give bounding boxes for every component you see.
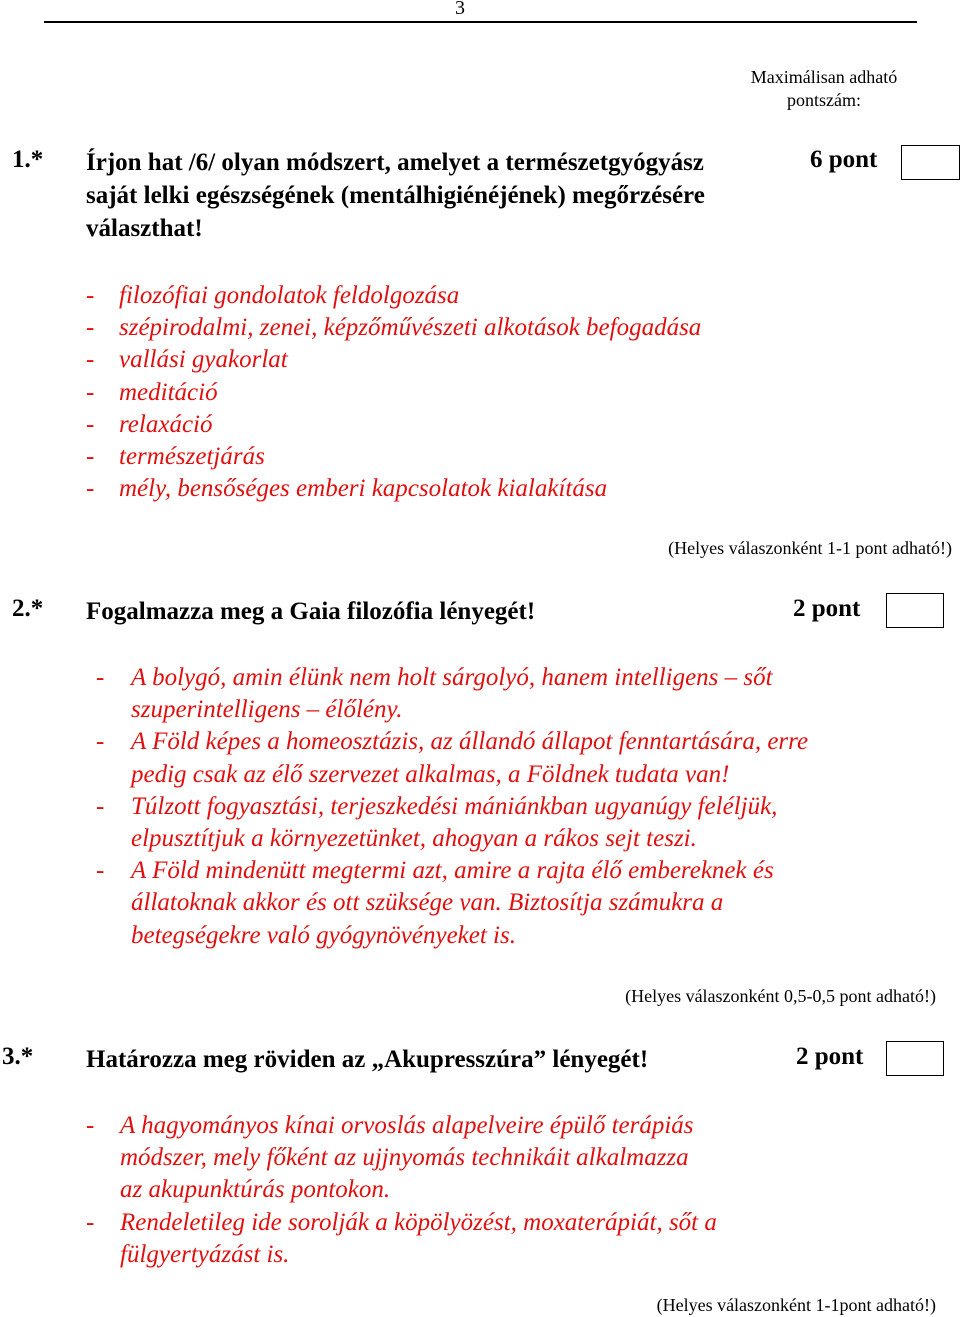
list-item: - mély, bensőséges emberi kapcsolatok kialakítása — [86, 475, 608, 503]
list-item: - A Föld képes a homeosztázis, az állandó állapot fenntartására, erre pedig csak az élő szervezet alkalmas, a Földnek tudata van! — [96, 728, 809, 788]
list-item: - A Föld mindenütt megtermi azt, amire a rajta élő embereknek és állatoknak akkor és ott szüksége van. Biztosítja számukra a betegségekre való gyógynövényeket is. — [96, 857, 774, 949]
list-item: - Túlzott fogyasztási, terjeszkedési mániánkban ugyanúgy feléljük, elpusztítjuk a környezetünket, ahogyan a rákos sejt teszi. — [96, 792, 778, 853]
q1-points: 6 pont — [810, 146, 878, 173]
q1-question — [86, 146, 705, 245]
q2-answer-list — [96, 662, 808, 952]
q1-scoring-note: (Helyes válaszonként 1-1 pont adható!) — [668, 538, 952, 558]
max-points-line-1: Maximálisan adható — [750, 67, 898, 87]
page-number: 3 — [455, 0, 465, 19]
q2-number: 2.* — [12, 595, 44, 622]
list-item: - A hagyományos kínai orvoslás alapelveire épülő terápiás módszer, mely főként az ujjnyomás technikáit alkalmazza az akupunktúrás pontokon. — [86, 1112, 694, 1204]
max-points-line-2: pontszám: — [787, 90, 861, 110]
list-item: - meditáció — [86, 378, 218, 406]
q2-question: Fogalmazza meg a Gaia filozófia lényegét! — [86, 598, 536, 625]
q3-answer-list — [86, 1110, 717, 1271]
q3-scoring-note: (Helyes válaszonként 1-1pont adható!) — [656, 1295, 936, 1315]
q2-points: 2 pont — [793, 595, 861, 622]
header-rule — [44, 21, 917, 23]
q3-number: 3.* — [2, 1043, 34, 1070]
max-points-header — [734, 66, 914, 112]
q3-score-box[interactable] — [886, 1041, 944, 1076]
q1-score-box[interactable] — [901, 145, 960, 180]
q2-scoring-note: (Helyes válaszonként 0,5-0,5 pont adható!) — [625, 986, 936, 1006]
list-item: - vallási gyakorlat — [86, 346, 288, 374]
list-item: - Rendeletileg ide sorolják a köpölyözést, moxaterápiát, sőt a fülgyertyázást is. — [86, 1208, 717, 1268]
q3-points: 2 pont — [796, 1043, 864, 1070]
q1-answer-list — [86, 280, 701, 505]
list-item: - A bolygó, amin élünk nem holt sárgolyó, hanem intelligens – sőt szuperintelligens – élőlény. — [96, 664, 773, 724]
q1-question-line-3: választhat! — [86, 215, 203, 242]
list-item: - szépirodalmi, zenei, képzőművészeti alkotások befogadása — [86, 314, 702, 342]
q1-number: 1.* — [12, 146, 44, 173]
list-item: - filozófiai gondolatok feldolgozása — [86, 282, 460, 309]
list-item: - természetjárás — [86, 443, 265, 471]
q3-question: Határozza meg röviden az „Akupresszúra” lényegét! — [86, 1046, 649, 1073]
list-item: - relaxáció — [86, 410, 213, 438]
q1-question-line-2: saját lelki egészségének (mentálhigiénéjének) megőrzésére — [86, 182, 705, 209]
q2-score-box[interactable] — [886, 593, 944, 628]
q1-question-line-1: Írjon hat /6/ olyan módszert, amelyet a természetgyógyász — [86, 149, 704, 176]
